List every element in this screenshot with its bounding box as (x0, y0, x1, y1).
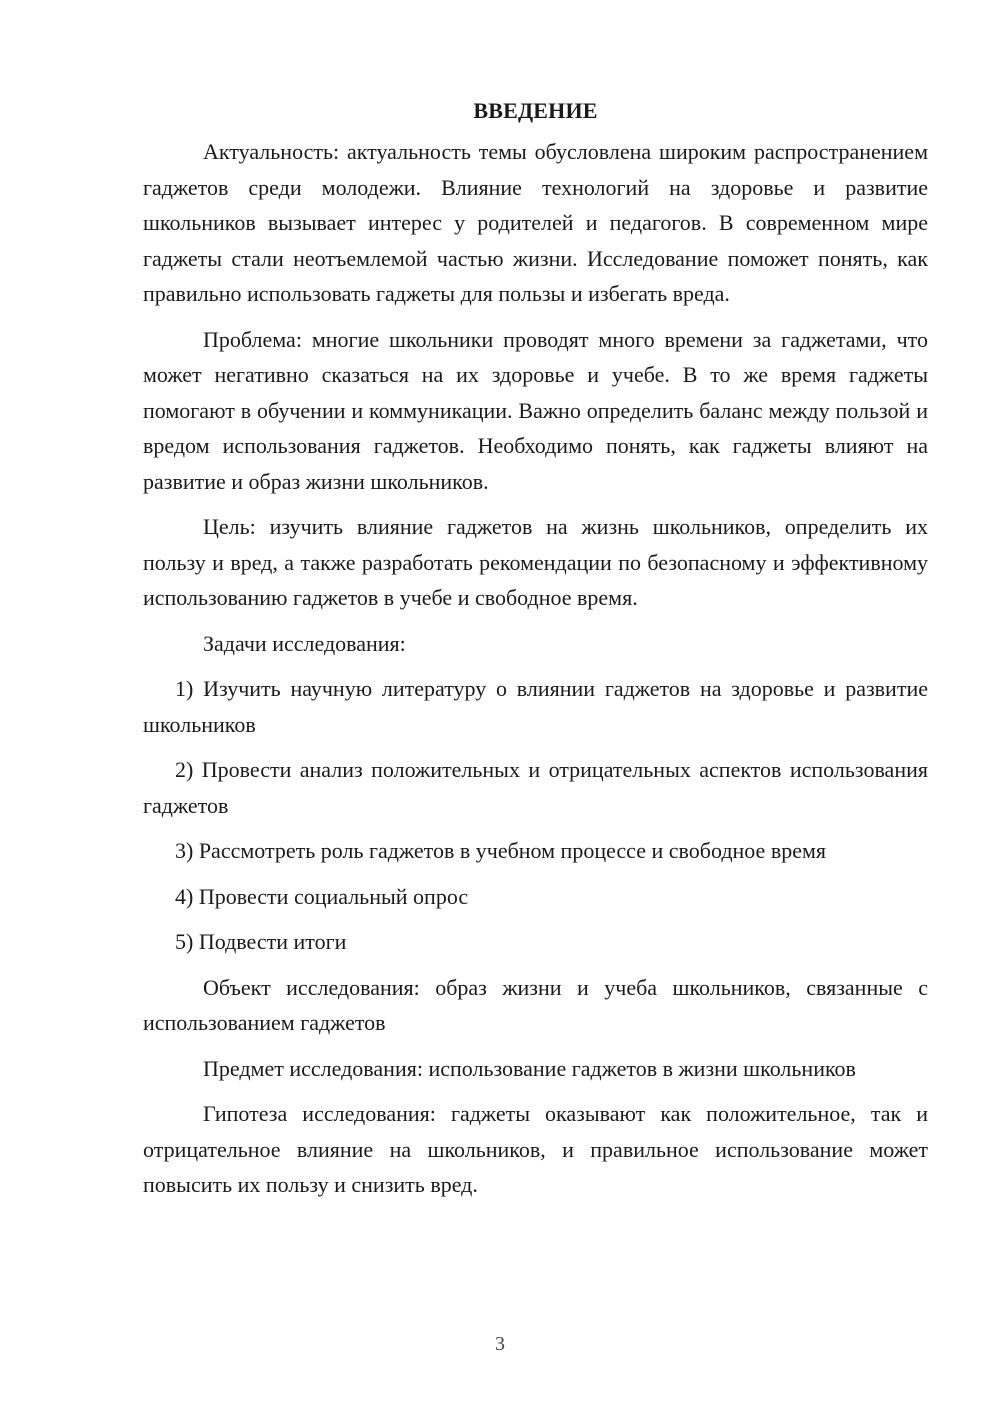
page-title: ВВЕДЕНИЕ (473, 98, 598, 123)
paragraph-relevance: Актуальность: актуальность темы обусловлена широким распространением гаджетов среди молодежи. Влияние технологий на здоровье и развитие школьников вызывает интерес у родителей и педагогов. В современном мире гаджеты стали неотъемлемой частью жизни. Исследование поможет понять, как правильно использовать гаджеты для пользы и избегать вреда. (143, 139, 928, 306)
paragraph-object: Объект исследования: образ жизни и учеба школьников, связанные с использованием гаджетов (143, 974, 928, 1035)
task-item-2: 2) Провести анализ положительных и отрицательных аспектов использования гаджетов (143, 757, 928, 818)
task-item-1: 1) Изучить научную литературу о влиянии гаджетов на здоровье и развитие школьников (143, 676, 928, 737)
task-item-4: 4) Провести социальный опрос (175, 883, 469, 909)
paragraph-subject: Предмет исследования: использование гаджетов в жизни школьников (203, 1055, 856, 1081)
paragraph-hypothesis: Гипотеза исследования: гаджеты оказывают как положительное, так и отрицательное влияние на школьников, и правильное использование может повысить их пользу и снизить вред. (143, 1101, 928, 1197)
task-item-5: 5) Подвести итоги (175, 929, 347, 954)
page-number: 3 (495, 1333, 505, 1355)
paragraph-problem: Проблема: многие школьники проводят много времени за гаджетами, что может негативно сказаться на их здоровье и учебе. В то же время гаджеты помогают в обучении и коммуникации. Важно определить баланс между пользой и вредом использования гаджетов. Необходимо понять, как гаджеты влияют на развитие и образ жизни школьников. (143, 326, 928, 494)
paragraph-goal: Цель: изучить влияние гаджетов на жизнь школьников, определить их пользу и вред, а также разработать рекомендации по безопасному и эффективному использованию гаджетов в учебе и свободное время. (143, 514, 928, 610)
document-page (143, 94, 928, 1213)
task-item-3: 3) Рассмотреть роль гаджетов в учебном процессе и свободное время (175, 838, 827, 863)
tasks-heading: Задачи исследования: (203, 630, 406, 656)
